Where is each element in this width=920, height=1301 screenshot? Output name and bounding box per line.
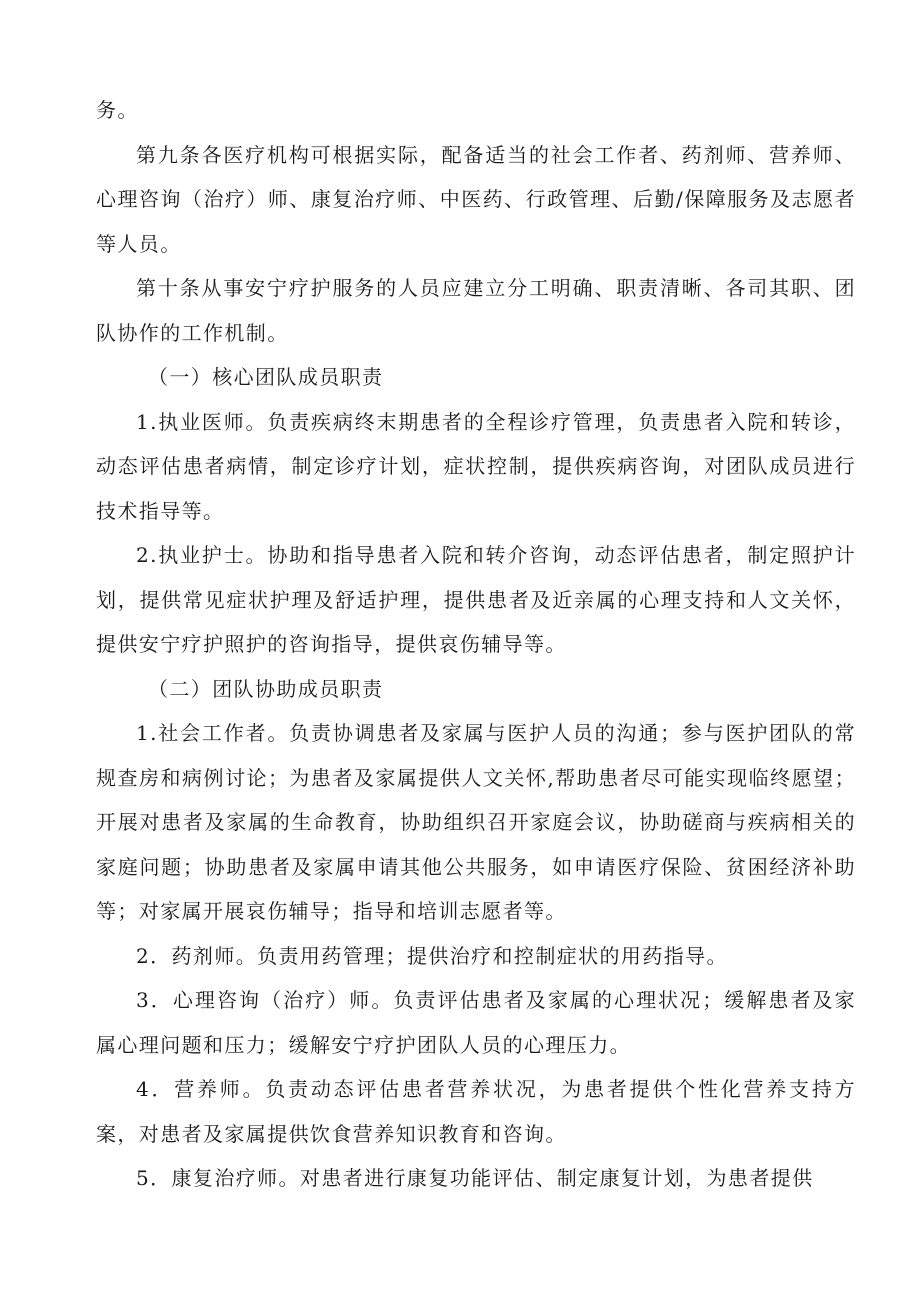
paragraph-continuation: 务。 — [96, 98, 139, 122]
paragraph-article-10: 第十条从事安宁疗护服务的人员应建立分工明确、职责清晰、各司其职、团队协作的工作机制。 — [96, 276, 856, 345]
paragraph-nutritionist: 4．营养师。负责动态评估患者营养状况，为患者提供个性化营养支持方案，对患者及家属提供饮食营养知识教育和咨询。 — [96, 1077, 856, 1146]
paragraph-licensed-physician: 1.执业医师。负责疾病终末期患者的全程诊疗管理，负责患者入院和转诊，动态评估患者病情，制定诊疗计划，症状控制，提供疾病咨询，对团队成员进行技术指导等。 — [96, 409, 856, 523]
paragraph-psychologist: 3．心理咨询（治疗）师。负责评估患者及家属的心理状况；缓解患者及家属心理问题和压力；缓解安宁疗护团队人员的心理压力。 — [96, 988, 856, 1057]
paragraph-pharmacist: 2．药剂师。负责用药管理；提供治疗和控制症状的用药指导。 — [136, 943, 728, 968]
paragraph-rehab-therapist: 5．康复治疗师。对患者进行康复功能评估、制定康复计划，为患者提供 — [136, 1166, 814, 1190]
section-heading-core-team: （一）核心团队成员职责 — [148, 365, 384, 389]
paragraph-social-worker: 1.社会工作者。负责协调患者及家属与医护人员的沟通；参与医护团队的常规查房和病例讨论；为患者及家属提供人文关怀,帮助患者尽可能实现临终愿望；开展对患者及家属的生命教育，协助组织召开家庭会议，协助磋商与疾病相关的家庭问题；协助患者及家属申请其他公共服务，如申请医疗保险、贫困经济补助等；对家属开展哀伤辅导；指导和培训志愿者等。 — [96, 721, 856, 923]
paragraph-article-9: 第九条各医疗机构可根据实际，配备适当的社会工作者、药剂师、营养师、心理咨询（治疗）师、康复治疗师、中医药、行政管理、后勤/保障服务及志愿者等人员。 — [96, 142, 856, 256]
paragraph-licensed-nurse: 2.执业护士。协助和指导患者入院和转介咨询，动态评估患者，制定照护计划，提供常见症状护理及舒适护理，提供患者及近亲属的心理支持和人文关怀，提供安宁疗护照护的咨询指导，提供哀伤辅导等。 — [96, 543, 856, 656]
document-body — [96, 88, 856, 1201]
section-heading-support-team: （二）团队协助成员职责 — [148, 676, 384, 701]
